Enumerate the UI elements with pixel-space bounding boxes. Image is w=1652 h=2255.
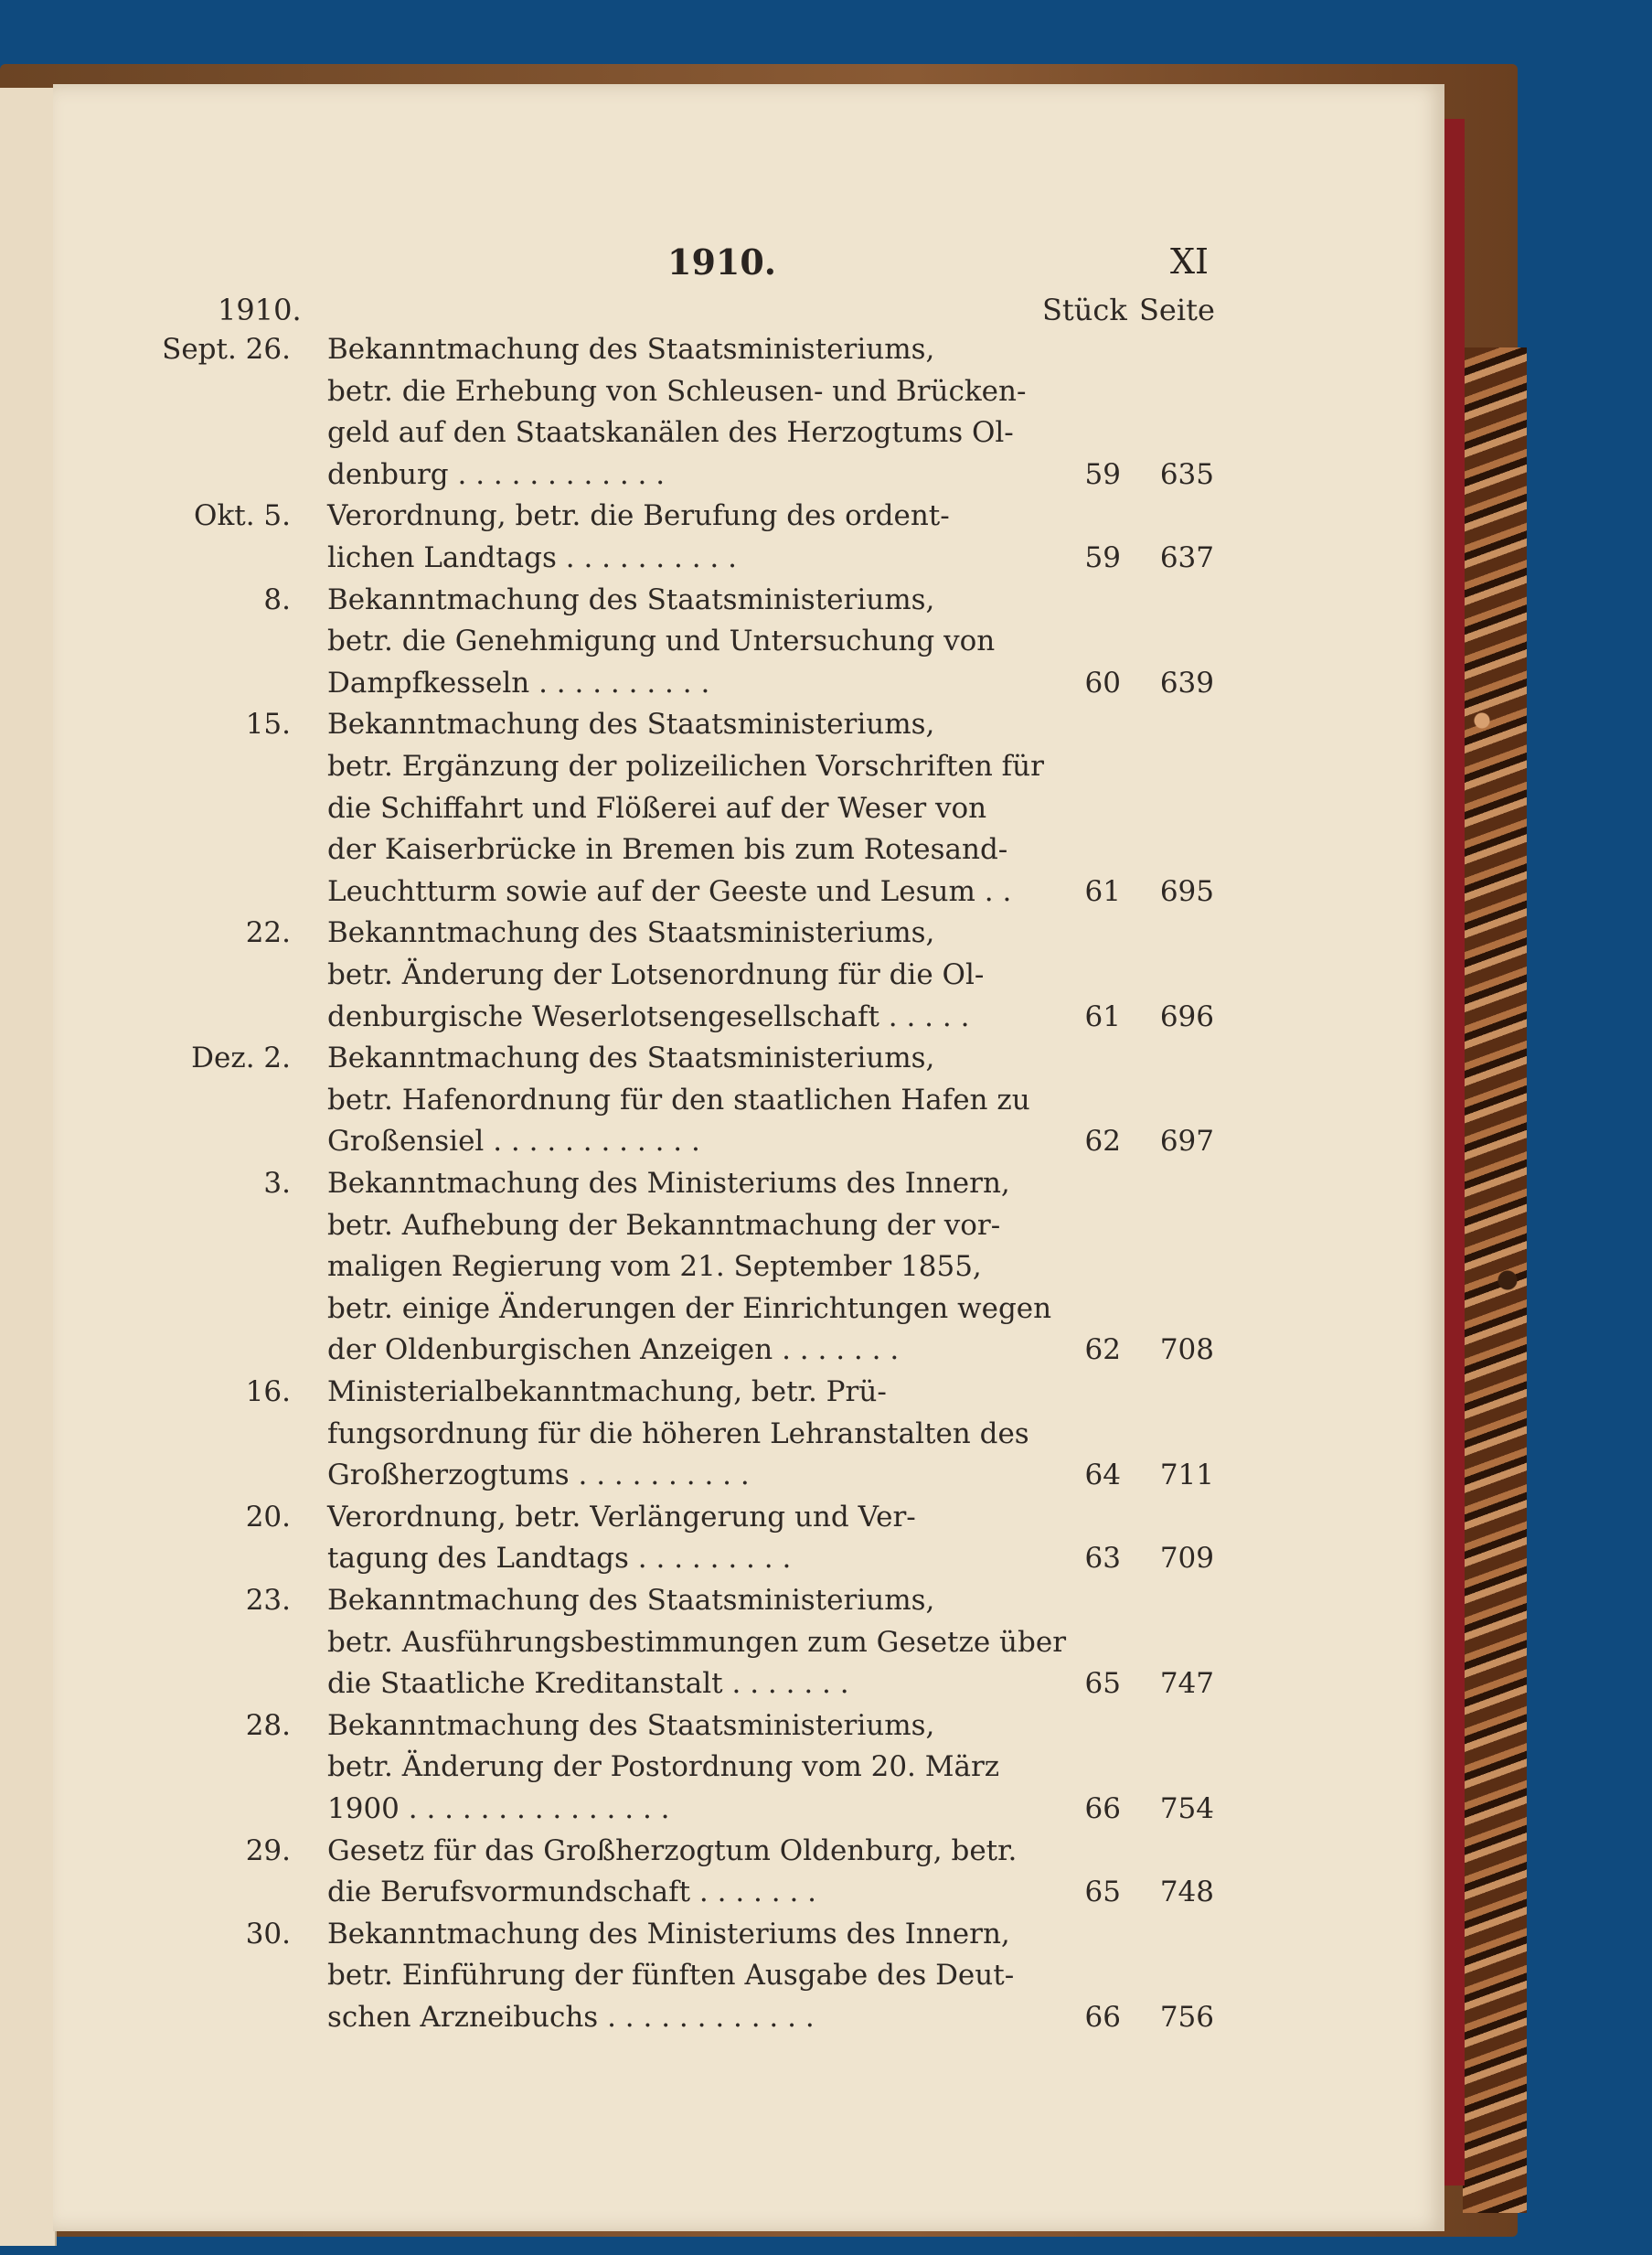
entry-date: 3.	[263, 1167, 291, 1200]
entry-line: Gesetz für das Großherzogtum Oldenburg, betr.	[327, 1833, 1018, 1867]
seite-number: 747	[1159, 1667, 1214, 1701]
seite-number: 748	[1159, 1876, 1214, 1909]
stueck-number: 61	[1084, 999, 1121, 1033]
entry-line: fungsordnung für die höheren Lehranstalten des	[327, 1416, 1029, 1450]
entry-line: der Kaiserbrücke in Bremen bis zum Rotesand-	[327, 833, 1008, 867]
entry-line: geld auf den Staatskanälen des Herzogtums Ol-	[327, 416, 1014, 450]
entry-date: 28.	[245, 1708, 291, 1742]
entry-line: Ministerialbekanntmachung, betr. Prü-	[327, 1375, 887, 1408]
document-page	[53, 84, 1444, 2231]
entry-line: Bekanntmachung des Ministeriums des Innern,	[327, 1167, 1010, 1200]
entry-line: lichen Landtags . . . . . . . . . .	[327, 540, 737, 574]
entry-line: die Schiffahrt und Flößerei auf der Weser von	[327, 791, 987, 825]
entry-line: der Oldenburgischen Anzeigen . . . . . . .	[327, 1333, 900, 1367]
entry-line: Bekanntmachung des Ministeriums des Innern,	[327, 1917, 1010, 1950]
entry-line: schen Arzneibuchs . . . . . . . . . . . .	[327, 2000, 815, 2034]
entry-date: 22.	[245, 916, 291, 950]
stueck-number: 60	[1084, 666, 1121, 700]
entry-line: betr. Änderung der Lotsenordnung für die Ol-	[327, 957, 985, 991]
column-header-year: 1910.	[218, 293, 302, 327]
entry-line: Großherzogtums . . . . . . . . . .	[327, 1459, 750, 1492]
entry-line: Bekanntmachung des Staatsministeriums,	[327, 582, 935, 616]
entry-line: denburg . . . . . . . . . . . .	[327, 457, 666, 491]
entry-line: denburgische Weserlotsengesellschaft . . . . .	[327, 999, 970, 1033]
seite-number: 696	[1159, 999, 1214, 1033]
entry-date: 29.	[245, 1833, 291, 1867]
stueck-number: 61	[1084, 874, 1121, 908]
entry-line: betr. Ausführungsbestimmungen zum Gesetze über	[327, 1625, 1067, 1659]
entry-date: 15.	[245, 708, 291, 742]
stueck-number: 62	[1084, 1333, 1121, 1367]
entry-line: Verordnung, betr. die Berufung des ordent-	[327, 499, 950, 533]
entry-date: Okt. 5.	[194, 499, 291, 533]
stueck-number: 63	[1084, 1542, 1121, 1576]
running-header-year: 1910.	[667, 241, 776, 283]
entry-line: 1900 . . . . . . . . . . . . . . .	[327, 1791, 670, 1825]
entry-date: Dez. 2.	[191, 1042, 291, 1075]
stueck-number: 62	[1084, 1125, 1121, 1159]
entry-line: maligen Regierung vom 21. September 1855,	[327, 1250, 982, 1284]
entry-date: 8.	[263, 582, 291, 616]
entry-line: Verordnung, betr. Verlängerung und Ver-	[327, 1500, 916, 1534]
entry-line: betr. Einführung der fünften Ausgabe des Deut-	[327, 1959, 1015, 1993]
entry-date: 20.	[245, 1500, 291, 1534]
entry-line: Bekanntmachung des Staatsministeriums,	[327, 333, 935, 366]
entry-line: betr. Änderung der Postordnung vom 20. März	[327, 1750, 1000, 1784]
column-header-seite: Seite	[1139, 293, 1215, 327]
entry-line: Großensiel . . . . . . . . . . . .	[327, 1125, 700, 1159]
seite-number: 708	[1159, 1333, 1214, 1367]
column-header-stueck: Stück	[1042, 293, 1127, 327]
stueck-number: 65	[1084, 1667, 1121, 1701]
entry-line: betr. Ergänzung der polizeilichen Vorschriften für	[327, 749, 1044, 783]
seite-number: 635	[1159, 457, 1214, 491]
stueck-number: 65	[1084, 1876, 1121, 1909]
entry-line: Leuchtturm sowie auf der Geeste und Lesum . .	[327, 874, 1012, 908]
entry-line: betr. Hafenordnung für den staatlichen Hafen zu	[327, 1083, 1030, 1117]
entry-line: Bekanntmachung des Staatsministeriums,	[327, 708, 935, 742]
seite-number: 637	[1159, 540, 1214, 574]
entry-line: tagung des Landtags . . . . . . . . .	[327, 1542, 792, 1576]
seite-number: 756	[1159, 2000, 1214, 2034]
entry-line: die Berufsvormundschaft . . . . . . .	[327, 1876, 817, 1909]
stueck-number: 66	[1084, 2000, 1121, 2034]
red-edge-band	[1444, 119, 1465, 2186]
entry-line: Bekanntmachung des Staatsministeriums,	[327, 1042, 935, 1075]
seite-number: 697	[1159, 1125, 1214, 1159]
entry-line: Bekanntmachung des Staatsministeriums,	[327, 916, 935, 950]
seite-number: 711	[1159, 1459, 1214, 1492]
marbled-page-edges	[1463, 347, 1527, 2213]
entry-line: betr. einige Änderungen der Einrichtungen wegen	[327, 1291, 1052, 1325]
page-number: XI	[1170, 241, 1210, 282]
stueck-number: 66	[1084, 1791, 1121, 1825]
stueck-number: 59	[1084, 540, 1121, 574]
entry-line: betr. die Erhebung von Schleusen- und Brücken-	[327, 374, 1027, 408]
entry-date: 23.	[245, 1584, 291, 1617]
entry-line: betr. Aufhebung der Bekanntmachung der vor-	[327, 1208, 1001, 1242]
entry-date: 30.	[245, 1917, 291, 1950]
entry-line: Dampfkesseln . . . . . . . . . .	[327, 666, 710, 700]
seite-number: 754	[1159, 1791, 1214, 1825]
stueck-number: 59	[1084, 457, 1121, 491]
seite-number: 639	[1159, 666, 1214, 700]
seite-number: 695	[1159, 874, 1214, 908]
entry-line: Bekanntmachung des Staatsministeriums,	[327, 1708, 935, 1742]
seite-number: 709	[1159, 1542, 1214, 1576]
stueck-number: 64	[1084, 1459, 1121, 1492]
entry-line: Bekanntmachung des Staatsministeriums,	[327, 1584, 935, 1617]
entry-date: Sept. 26.	[162, 333, 291, 366]
entry-line: betr. die Genehmigung und Untersuchung von	[327, 625, 996, 658]
entry-line: die Staatliche Kreditanstalt . . . . . . .	[327, 1667, 849, 1701]
entry-date: 16.	[245, 1375, 291, 1408]
